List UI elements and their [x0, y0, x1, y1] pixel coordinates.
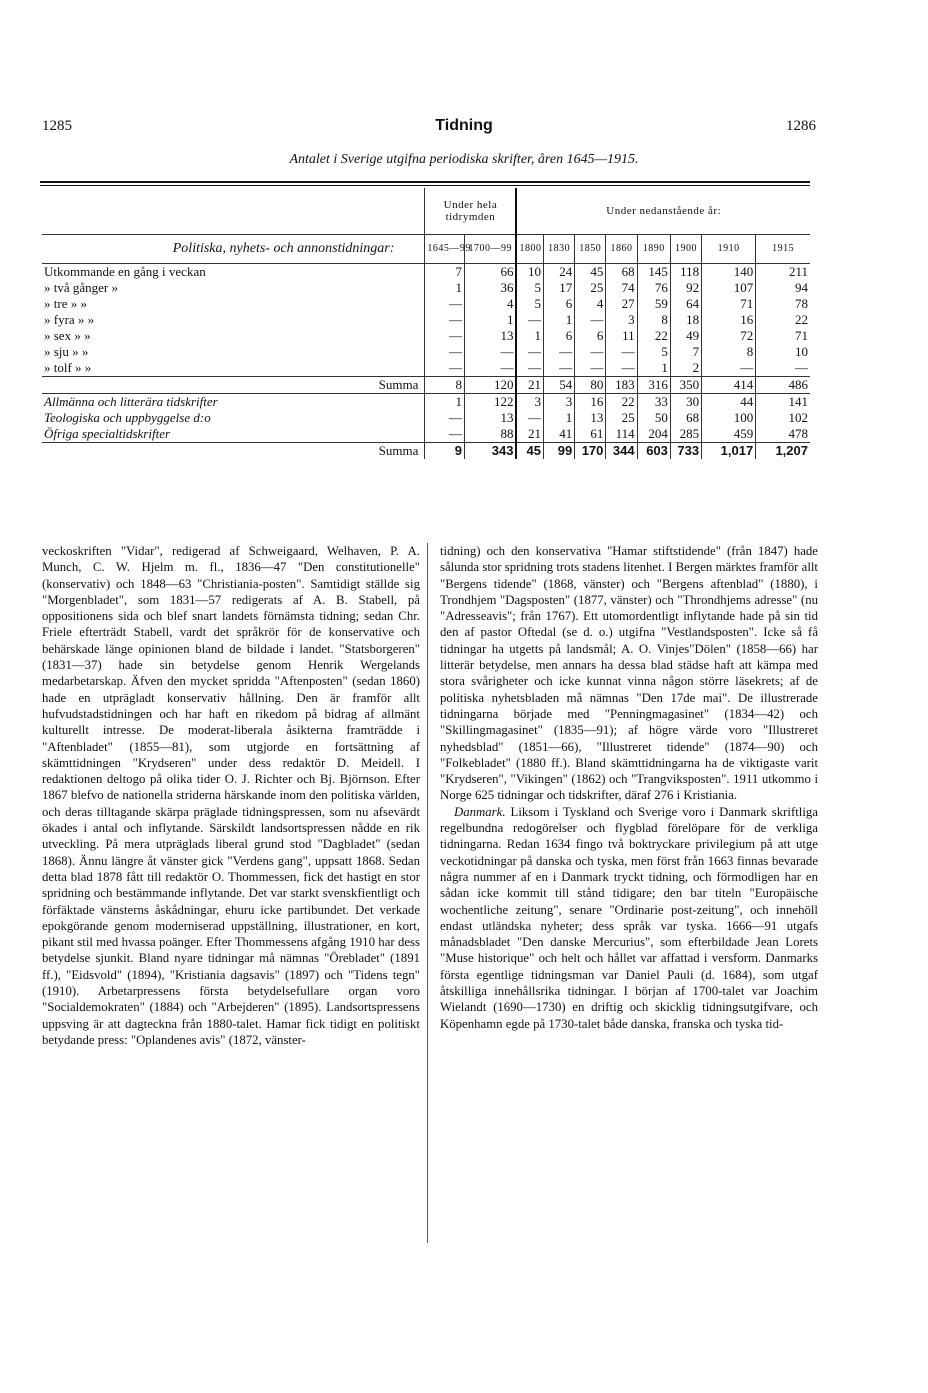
header-blank	[42, 188, 425, 235]
table-cell: —	[425, 360, 465, 377]
row-label: » sju » »	[44, 344, 89, 359]
political-rows	[42, 264, 810, 377]
table-cell: 22	[606, 394, 637, 411]
table-row	[42, 360, 810, 377]
summa-cell: 733	[670, 443, 701, 460]
row-label: Teologiska och uppbyggelse d:o	[44, 410, 211, 425]
table-cell: —	[544, 344, 575, 360]
table-cell: 10	[516, 264, 543, 281]
table-cell: 25	[575, 280, 606, 296]
summa-cell: 21	[516, 377, 543, 394]
table-cell: 64	[670, 296, 701, 312]
table-cell: —	[516, 360, 543, 377]
table-row	[42, 426, 810, 443]
column-header: 1800	[516, 235, 543, 264]
table-cell: 8	[702, 344, 756, 360]
table-cell: 1	[425, 280, 465, 296]
table-cell: 459	[702, 426, 756, 443]
table-cell: 7	[670, 344, 701, 360]
left-text-column	[42, 543, 420, 1048]
summa-cell: 414	[702, 377, 756, 394]
table-cell: 5	[637, 344, 670, 360]
table-cell: 145	[637, 264, 670, 281]
page-number-left: 1285	[42, 118, 72, 134]
column-header: 1850	[575, 235, 606, 264]
summa-row-political	[42, 377, 810, 394]
table-cell: —	[606, 344, 637, 360]
table-top-rule-thin	[40, 185, 810, 186]
table-cell: 1	[516, 328, 543, 344]
table-cell: 33	[637, 394, 670, 411]
row-label: Utkommande en gång i veckan	[44, 264, 206, 279]
summa-cell: 183	[606, 377, 637, 394]
header-years-group: Under nedanstående år:	[516, 188, 810, 235]
table-cell: —	[575, 360, 606, 377]
summa-cell: 486	[756, 377, 810, 394]
table-cell: —	[425, 426, 465, 443]
table-cell: 11	[606, 328, 637, 344]
table-cell: 22	[637, 328, 670, 344]
table-cell: 1	[464, 312, 516, 328]
summa-cell: 45	[516, 443, 543, 460]
table-cell: 68	[670, 410, 701, 426]
summa-cell: 350	[670, 377, 701, 394]
table-row	[42, 344, 810, 360]
table-cell: 88	[464, 426, 516, 443]
table-cell: 71	[756, 328, 810, 344]
table-cell: 6	[575, 328, 606, 344]
table-cell: 100	[702, 410, 756, 426]
table-cell: 41	[544, 426, 575, 443]
summa-label: Summa	[378, 377, 419, 392]
table-cell: 21	[516, 426, 543, 443]
row-label: » sex » »	[44, 328, 91, 343]
table-cell: 140	[702, 264, 756, 281]
table-cell: 78	[756, 296, 810, 312]
table-cell: 66	[464, 264, 516, 281]
table-cell: 92	[670, 280, 701, 296]
summa-cell: 80	[575, 377, 606, 394]
table-cell: 4	[575, 296, 606, 312]
table-cell: 1	[544, 312, 575, 328]
table-cell: 30	[670, 394, 701, 411]
header-whole-period: Under hela tidrymden	[425, 188, 517, 235]
row-label: » fyra » »	[44, 312, 95, 327]
table-cell: 102	[756, 410, 810, 426]
summa-label: Summa	[378, 443, 419, 458]
table-cell: 36	[464, 280, 516, 296]
row-label: Öfriga specialtidskrifter	[44, 426, 171, 441]
table-cell: 3	[544, 394, 575, 411]
table-cell: 141	[756, 394, 810, 411]
table-row	[42, 264, 810, 281]
summa-cell: 8	[425, 377, 465, 394]
periodical-rows	[42, 394, 810, 443]
table-cell: 71	[702, 296, 756, 312]
column-header: 1645—99	[425, 235, 465, 264]
table-cell: 5	[516, 296, 543, 312]
table-cell: —	[575, 344, 606, 360]
table-cell: 16	[702, 312, 756, 328]
table-cell: 16	[575, 394, 606, 411]
table-cell: 118	[670, 264, 701, 281]
table-cell: 6	[544, 296, 575, 312]
row-label: » tolf » »	[44, 360, 92, 375]
table-cell: —	[516, 312, 543, 328]
summa-cell: 170	[575, 443, 606, 460]
table-cell: 61	[575, 426, 606, 443]
right-paragraph-denmark	[440, 804, 818, 1032]
table-cell: 17	[544, 280, 575, 296]
left-paragraph: veckoskriften "Vidar", redigerad af Schweigaard, Welhaven, P. A. Munch, C. W. Hjelm m. fl., 1836—47 "Den constitutionelle" (konservativ) och 1848—63 "Christiania-posten". Samtidigt ställde sig "Morgenbladet", som 1831—57 redigerats af A. B. Stabell, på oppositionens sida och blef snart landets förnämsta tidning; sedan Chr. Friele efterträdt Stabell, vardt det språkrör för de konservative och behärskade länge opinionen bland de bildade i landet. "Statsborgeren" (1831—37) hade sin betydelse genom Henrik Wergelands medarbetarskap. Äfven den mycket spridda "Aftenposten" (sedan 1860) hade en utprägladt konservativ hållning. Den är framför allt hufvudstadstidningen och har haft en rikedom på bidrag af allmänt kulturellt intresse. De moderat-liberala åsikterna framträdde i "Aftenbladet" (1855—81), som utgjorde en fortsättning af skämttidningen "Krydseren" under dess redaktör D. Meidell. I redaktionen deltogo på olika tider O. J. Richter och Bj. Björnson. Efter 1867 blefvo de nationella striderna härskande inom den politiska världen, och deras tilltagande skärpa präglade tidningspressen, som nu afsevärdt ökades i antal och inflytande. Särskildt landsortspressen nådde en rik utveckling. På mera utpräglads liberal grund stod "Dagbladet" (sedan 1868). Ännu längre åt vänster gick "Verdens gang", uppsatt 1868. Sedan detta blad 1878 fått till redaktör O. Thommessen, fick det hastigt en stor spridning och bestämmande inflytande. Det var starkt svenskfientligt och förfäktade vänsterns åskådningar, ehuru icke partibundet. Det verkade epokgörande genom moderniserad uppställning, illustrationer, en kort, pikant stil med hvassa poänger. Efter Thommessens afgång 1910 har dess betydelse sjunkit. Bland nyare tidningar må nämnas "Örebladet" (1891 ff.), "Eidsvold" (1894), "Kristiania dagsavis" (1897) och "Tidens tegn" (1910). Arbetarpressens första betydelsefullare organ voro "Socialdemokraten" (1884) och "Arbejderen" (1895). Landsortspressens uppsving är att dagteckna från 1880-talet. Hamar fick tidigt en politiskt betydande press: "Oplandenes avis" (1872, vänster-	[42, 544, 420, 1047]
row-label: Allmänna och litterära tidskrifter	[44, 394, 218, 409]
column-header: 1900	[670, 235, 701, 264]
table-cell: 27	[606, 296, 637, 312]
table-row	[42, 280, 810, 296]
table-cell: 3	[516, 394, 543, 411]
summa-cell: 54	[544, 377, 575, 394]
table-cell: 24	[544, 264, 575, 281]
table-cell: —	[544, 360, 575, 377]
table-cell: —	[756, 360, 810, 377]
column-header: 1860	[606, 235, 637, 264]
table-cell: 122	[464, 394, 516, 411]
table-cell: —	[702, 360, 756, 377]
table-cell: 74	[606, 280, 637, 296]
column-header: 1915	[756, 235, 810, 264]
table-cell: 114	[606, 426, 637, 443]
column-divider	[427, 543, 428, 1243]
table-cell: 68	[606, 264, 637, 281]
table-cell: 8	[637, 312, 670, 328]
denmark-heading: Danmark.	[454, 804, 506, 819]
summa-cell: 1,207	[756, 443, 810, 460]
table-cell: 22	[756, 312, 810, 328]
table-cell: 13	[464, 328, 516, 344]
table-caption: Antalet i Sverige utgifna periodiska skrifter, åren 1645—1915.	[289, 152, 639, 167]
table-cell: —	[464, 360, 516, 377]
table-cell: —	[464, 344, 516, 360]
table-row	[42, 312, 810, 328]
summa-row-total	[42, 443, 810, 460]
summa-cell: 603	[637, 443, 670, 460]
table-cell: 94	[756, 280, 810, 296]
table-cell: 285	[670, 426, 701, 443]
summa-cell: 1,017	[702, 443, 756, 460]
column-header: 1700—99	[464, 235, 516, 264]
table-cell: 45	[575, 264, 606, 281]
table-cell: 10	[756, 344, 810, 360]
table-cell: 7	[425, 264, 465, 281]
table-row	[42, 296, 810, 312]
denmark-text: Liksom i Tyskland och Sverige voro i Danmark skriftliga regelbundna redogörelser och flygblad förelöpare för de verkliga tidningarna. Redan 1634 fingo två boktryckare privilegium på att utge veckotidningar på danska och tyska, men först från 1663 finnas bevarade några nummer af en i Danmark tryckt tidning, och förmodligen har en sådan icke kommit till stånd tidigare; den bar titeln "Europäische wochentliche zeitung", senare "Ordinarie post-zeitung", och innehöll endast utländska nyheter; dess språk var tyska. 1666—91 utgafs månadsbladet "Den danske Mercurius", som efterbildade Jean Lorets "Muse historique" och helt och hållet var affattad i versform. Danmarks första egentlige tidningsman var Daniel Pauli (d. 1684), som utgaf åtskilliga innehållsrika tidningar. I början af 1700-talet var Joachim Wielandt (1690—1730) en driftig och skicklig tidningsutgifvare, och Köpenhamn egde på 1730-talet både danska, franska och tyska tid-	[440, 804, 818, 1031]
table-cell: 76	[637, 280, 670, 296]
table-cell: —	[425, 344, 465, 360]
table-cell: —	[575, 312, 606, 328]
summa-cell: 9	[425, 443, 465, 460]
table-cell: —	[606, 360, 637, 377]
table-row	[42, 394, 810, 411]
page-number-right: 1286	[786, 118, 816, 134]
table-cell: 59	[637, 296, 670, 312]
summa-cell: 343	[464, 443, 516, 460]
table-cell: 44	[702, 394, 756, 411]
summa-cell: 99	[544, 443, 575, 460]
table-cell: 25	[606, 410, 637, 426]
table-cell: 72	[702, 328, 756, 344]
table-cell: 1	[425, 394, 465, 411]
table-cell: —	[516, 410, 543, 426]
table-cell: 3	[606, 312, 637, 328]
table-cell: —	[425, 328, 465, 344]
summa-cell: 344	[606, 443, 637, 460]
section-title-political: Politiska, nyhets- och annonstidningar:	[172, 241, 395, 256]
summa-cell: 316	[637, 377, 670, 394]
column-header: 1830	[544, 235, 575, 264]
table-cell: 1	[544, 410, 575, 426]
row-label: » två gånger »	[44, 280, 119, 295]
table-cell: —	[425, 410, 465, 426]
right-text-column	[440, 543, 818, 1032]
column-header: 1890	[637, 235, 670, 264]
running-title: Tidning	[435, 117, 493, 134]
table-cell: 211	[756, 264, 810, 281]
table-cell: 5	[516, 280, 543, 296]
table-cell: 107	[702, 280, 756, 296]
table-cell: 18	[670, 312, 701, 328]
table-cell: 6	[544, 328, 575, 344]
summa-cell: 120	[464, 377, 516, 394]
table-cell: 204	[637, 426, 670, 443]
column-header-row	[42, 235, 810, 264]
row-label: » tre » »	[44, 296, 87, 311]
table-cell: 2	[670, 360, 701, 377]
table-row	[42, 410, 810, 426]
table-cell: 13	[464, 410, 516, 426]
statistics-table	[42, 188, 810, 459]
table-cell: 4	[464, 296, 516, 312]
table-cell: 49	[670, 328, 701, 344]
table-cell: —	[516, 344, 543, 360]
table-top-rule	[40, 181, 810, 183]
right-paragraph-norway: tidning) och den konservativa "Hamar stiftstidende" (från 1847) hade sålunda stor spridning trots stadens litenhet. I Bergen märktes framför allt "Bergens tidende" (1868, vänster) och "Bergens aftenblad" (1880), i Trondhjem "Dagsposten" (1877, vänster) och "Throndhjems adresse" (nu "Adresseavis"; från 1767). Ett utomordentligt inflytande hade på sin tid den af pastor Oftedal (se d. o.) utgifna "Vestlandsposten". Icke så få tidningar ha utgetts på landsmål; A. O. Vinjes"Dölen" (1858—66) har litterär betydelse, men annars ha dessa blad städse haft att kämpa med stora svårigheter och icke kunnat vinna någon större läsekrets; af de politiska nyhetsbladen må nämnas "Den 17de mai". De illustrerade tidningarna började med "Penningmagasinet" (1834—42) och "Skillingmagasinet" (1835—91); af högre värde voro "Illustreret nyhedsblad" (1851—66), "Illustreret tidende" (1874—90) och "Folkebladet" (1880 ff.). Bland skämttidningarna ha de viktigaste varit "Krydseren", "Vikingen" (1862) och "Trangviksposten". 1911 utkommo i Norge 625 tidningar och tidskrifter, däraf 276 i Kristiania.	[440, 544, 818, 803]
column-header: 1910	[702, 235, 756, 264]
table-cell: —	[425, 312, 465, 328]
table-cell: 478	[756, 426, 810, 443]
table-cell: 13	[575, 410, 606, 426]
table-cell: 50	[637, 410, 670, 426]
table-cell: 1	[637, 360, 670, 377]
table-row	[42, 328, 810, 344]
table-cell: —	[425, 296, 465, 312]
